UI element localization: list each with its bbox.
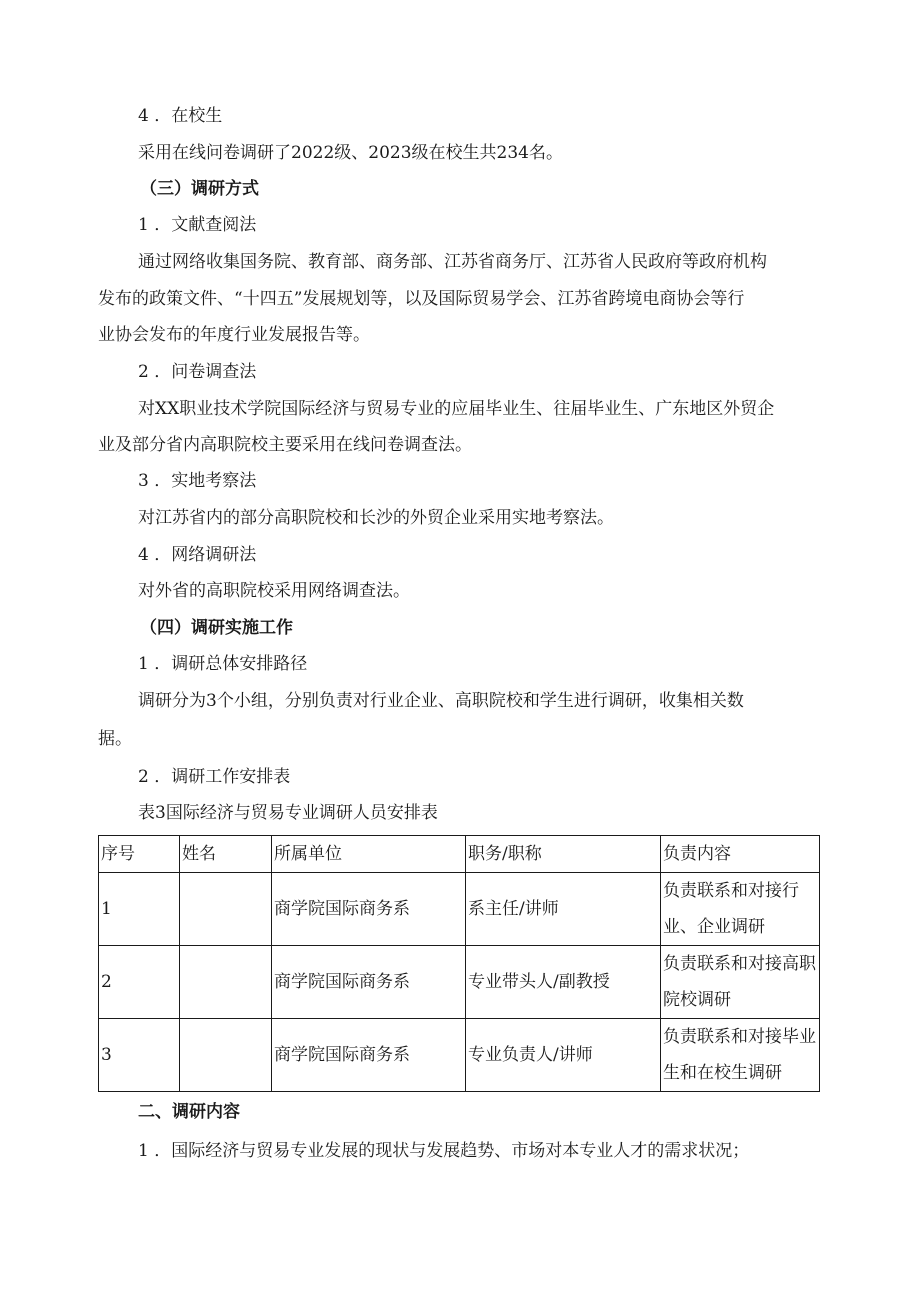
header-duty: 负责内容 [661, 836, 820, 873]
item-heading: 4 ．网络调研法 [138, 545, 257, 565]
item-heading: 3 ．实地考察法 [138, 471, 257, 491]
body-text: 对XX职业技术学院国际经济与贸易专业的应届毕业生、往届毕业生、广东地区外贸企 [138, 399, 775, 419]
section-heading-methods: （三）调研方式 [140, 179, 259, 199]
item-heading: 2 ．问卷调查法 [138, 362, 257, 382]
body-text: 对外省的高职院校采用网络调查法。 [138, 581, 410, 601]
cell-title: 专业负责人/讲师 [466, 1019, 661, 1092]
body-text: 调研分为3个小组，分别负责对行业企业、高职院校和学生进行调研，收集相关数 [138, 691, 744, 711]
table-row [99, 946, 820, 1019]
section-heading-content: 二、调研内容 [138, 1102, 240, 1122]
cell-no: 1 [99, 873, 180, 946]
cell-name [180, 946, 272, 1019]
cell-no: 2 [99, 946, 180, 1019]
cell-unit: 商学院国际商务系 [272, 946, 466, 1019]
body-text: 业协会发布的年度行业发展报告等。 [98, 325, 370, 345]
cell-duty: 负责联系和对接高职院校调研 [661, 946, 820, 1019]
cell-duty: 负责联系和对接毕业生和在校生调研 [661, 1019, 820, 1092]
item-heading-students: 4 ．在校生 [138, 106, 223, 126]
cell-name [180, 873, 272, 946]
body-text: 对江苏省内的部分高职院校和长沙的外贸企业采用实地考察法。 [138, 508, 614, 528]
body-text: 采用在线问卷调研了2022级、2023级在校生共234名。 [138, 143, 563, 163]
item-heading: 1 ．调研总体安排路径 [138, 654, 308, 674]
item-heading: 1 ．文献查阅法 [138, 215, 257, 235]
cell-unit: 商学院国际商务系 [272, 873, 466, 946]
table-row [99, 873, 820, 946]
body-text: 通过网络收集国务院、教育部、商务部、江苏省商务厅、江苏省人民政府等政府机构 [138, 252, 767, 272]
cell-duty: 负责联系和对接行业、企业调研 [661, 873, 820, 946]
staff-arrangement-table [98, 835, 820, 1092]
body-text: 1 ．国际经济与贸易专业发展的现状与发展趋势、市场对本专业人才的需求状况； [138, 1141, 750, 1161]
cell-name [180, 1019, 272, 1092]
header-unit: 所属单位 [272, 836, 466, 873]
body-text: 业及部分省内高职院校主要采用在线问卷调查法。 [98, 435, 472, 455]
body-text: 发布的政策文件、“十四五”发展规划等，以及国际贸易学会、江苏省跨境电商协会等行 [98, 289, 745, 309]
item-heading: 2 ．调研工作安排表 [138, 767, 291, 787]
header-title: 职务/职称 [466, 836, 661, 873]
section-heading-implementation: （四）调研实施工作 [140, 618, 293, 638]
cell-no: 3 [99, 1019, 180, 1092]
table-caption: 表3国际经济与贸易专业调研人员安排表 [138, 803, 438, 823]
cell-title: 专业带头人/副教授 [466, 946, 661, 1019]
body-text: 据。 [98, 729, 132, 749]
table-header-row [99, 836, 820, 873]
header-no: 序号 [99, 836, 180, 873]
table-row [99, 1019, 820, 1092]
header-name: 姓名 [180, 836, 272, 873]
cell-unit: 商学院国际商务系 [272, 1019, 466, 1092]
cell-title: 系主任/讲师 [466, 873, 661, 946]
